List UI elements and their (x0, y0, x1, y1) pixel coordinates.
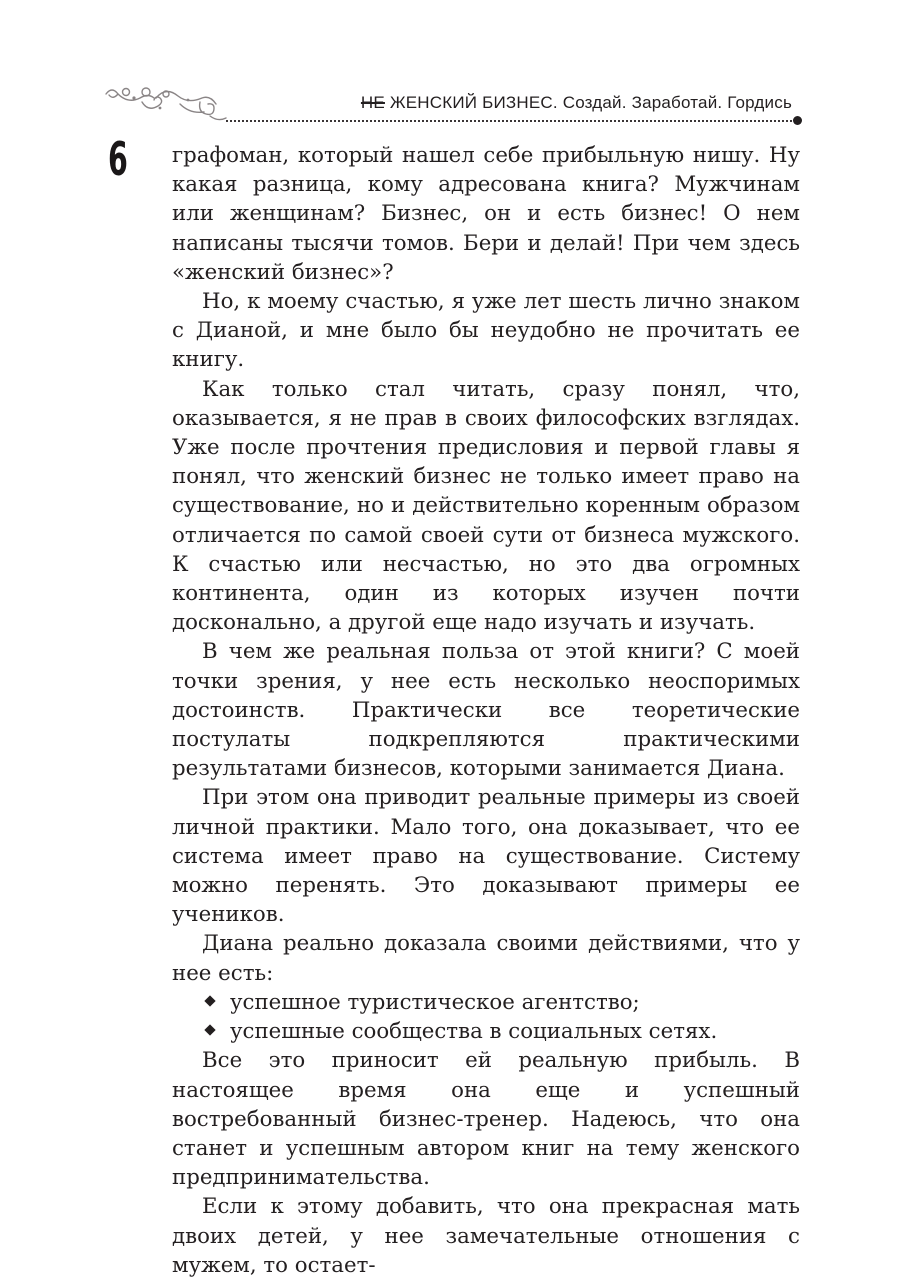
bullet-list (172, 988, 800, 1046)
paragraph: Но, к моему счастью, я уже лет шесть лично знаком с Дианой, и мне было бы неудобно не прочитать ее книгу. (172, 289, 800, 373)
running-head-title: ЖЕНСКИЙ БИЗНЕС. (384, 93, 558, 112)
paragraph: При этом она приводит реальные примеры из своей личной практики. Мало того, она доказывает, что ее система имеет право на существование. Систему можно перенять. Это доказывают примеры ее учеников. (172, 785, 800, 928)
page-number: 6 (108, 132, 128, 186)
diamond-bullet-icon (204, 1024, 215, 1035)
paragraph: Все это приносит ей реальную прибыль. В настоящее время она еще и успешный востребованный бизнес-тренер. Надеюсь, что она станет и успешным автором книг на тему женского предпринимательства. (172, 1048, 800, 1191)
paragraph: Если к этому добавить, что она прекрасная мать двоих детей, у нее замечательные отношения с мужем, то остает- (172, 1194, 800, 1278)
header-dotted-rule (226, 120, 796, 122)
body-text (172, 141, 800, 1280)
list-item (172, 1017, 800, 1046)
list-item-text: успешное туристическое агентство; (230, 989, 640, 1015)
running-head-subtitle: Создай. Заработай. Гордись (557, 93, 792, 112)
ornament-flourish-icon (100, 80, 230, 130)
diamond-bullet-icon (204, 995, 215, 1006)
header-rule-end-dot-icon (793, 116, 802, 125)
running-head-struck-word: НЕ (360, 93, 385, 112)
list-item (172, 988, 800, 1017)
paragraph: Как только стал читать, сразу понял, что, оказывается, я не прав в своих философских взглядах. Уже после прочтения предисловия и первой главы я понял, что женский бизнес не только имеет право на существование, но и действительно коренным образом отличается по самой своей сути от бизнеса мужского. К счастью или несчастью, но это два огромных континента, один из которых изучен почти досконально, а другой еще надо изучать и изучать. (172, 376, 800, 636)
paragraph: графоман, который нашел себе прибыльную нишу. Ну какая разница, кому адресована книга? Мужчинам или женщинам? Бизнес, он и есть бизнес! О нем написаны тысячи томов. Бери и делай! При чем здесь «женский бизнес»? (172, 143, 800, 285)
paragraph: Диана реально доказала своими действиями, что у нее есть: (172, 931, 800, 986)
running-head (361, 93, 792, 113)
list-item-text: успешные сообщества в социальных сетях. (230, 1019, 718, 1045)
paragraph: В чем же реальная польза от этой книги? С моей точки зрения, у нее есть несколько неоспоримых достоинств. Практически все теоретические постулаты подкрепляются практическими результатами бизнесов, которыми занимается Диана. (172, 639, 800, 782)
